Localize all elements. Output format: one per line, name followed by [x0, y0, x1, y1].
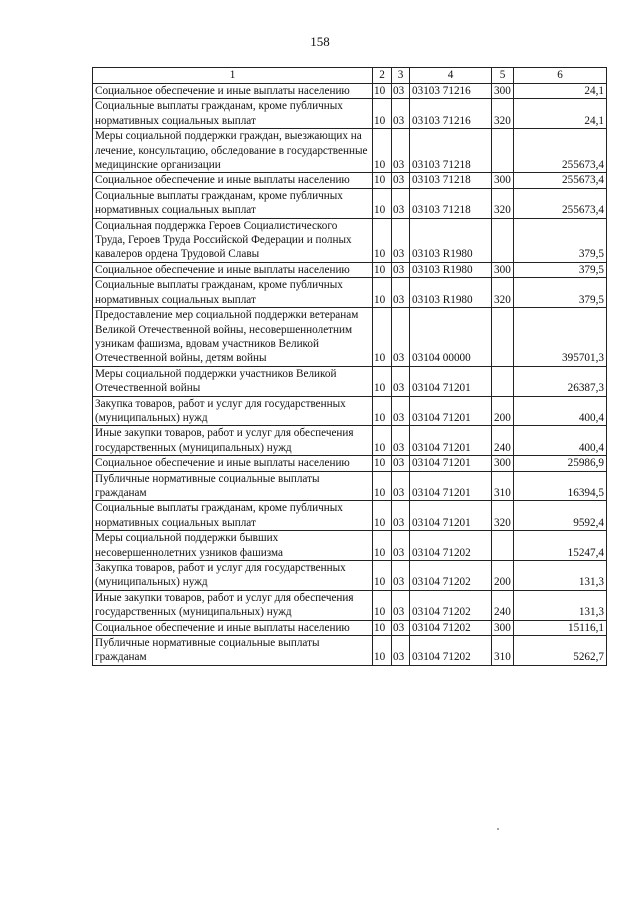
row-section-cell: 10 — [373, 308, 392, 367]
row-section-cell: 10 — [373, 99, 392, 129]
row-name-cell: Социальное обеспечение и иные выплаты населению — [93, 173, 373, 188]
row-amount-cell: 24,1 — [514, 99, 607, 129]
row-expense-type-cell: 240 — [492, 590, 514, 620]
row-section-cell: 10 — [373, 620, 392, 635]
row-section-cell: 10 — [373, 396, 392, 426]
row-amount-cell: 379,5 — [514, 262, 607, 277]
table-row — [93, 590, 607, 620]
row-subsection-cell: 03 — [392, 590, 410, 620]
table-row — [93, 636, 607, 666]
row-expense-type-cell — [492, 218, 514, 262]
header-cell-4: 4 — [410, 68, 492, 84]
row-section-cell: 10 — [373, 129, 392, 173]
row-target-article-cell: 03103 71216 — [410, 84, 492, 99]
row-name-cell: Закупка товаров, работ и услуг для государственных (муниципальных) нужд — [93, 396, 373, 426]
table-header-row — [93, 68, 607, 84]
row-subsection-cell: 03 — [392, 129, 410, 173]
row-expense-type-cell: 300 — [492, 84, 514, 99]
row-subsection-cell: 03 — [392, 218, 410, 262]
table-row — [93, 501, 607, 531]
row-amount-cell: 131,3 — [514, 561, 607, 591]
row-subsection-cell: 03 — [392, 471, 410, 501]
table-row — [93, 129, 607, 173]
row-section-cell: 10 — [373, 456, 392, 471]
table-row — [93, 471, 607, 501]
row-expense-type-cell: 310 — [492, 636, 514, 666]
row-expense-type-cell: 200 — [492, 561, 514, 591]
row-name-cell: Публичные нормативные социальные выплаты гражданам — [93, 636, 373, 666]
row-section-cell: 10 — [373, 84, 392, 99]
row-target-article-cell: 03103 R1980 — [410, 278, 492, 308]
row-target-article-cell: 03103 R1980 — [410, 218, 492, 262]
row-expense-type-cell: 310 — [492, 471, 514, 501]
table-row — [93, 308, 607, 367]
row-subsection-cell: 03 — [392, 173, 410, 188]
row-name-cell: Социальные выплаты гражданам, кроме публичных нормативных социальных выплат — [93, 278, 373, 308]
row-expense-type-cell — [492, 531, 514, 561]
row-section-cell: 10 — [373, 188, 392, 218]
table-row — [93, 561, 607, 591]
row-amount-cell: 379,5 — [514, 218, 607, 262]
row-name-cell: Иные закупки товаров, работ и услуг для обеспечения государственных (муниципальных) нужд — [93, 590, 373, 620]
row-target-article-cell: 03104 71201 — [410, 501, 492, 531]
row-expense-type-cell: 300 — [492, 456, 514, 471]
row-subsection-cell: 03 — [392, 561, 410, 591]
row-section-cell: 10 — [373, 590, 392, 620]
row-expense-type-cell: 300 — [492, 262, 514, 277]
page-number: 158 — [310, 34, 330, 49]
row-section-cell: 10 — [373, 471, 392, 501]
row-amount-cell: 131,3 — [514, 590, 607, 620]
row-section-cell: 10 — [373, 636, 392, 666]
row-expense-type-cell: 200 — [492, 396, 514, 426]
table-row — [93, 620, 607, 635]
row-subsection-cell: 03 — [392, 188, 410, 218]
row-target-article-cell: 03104 71202 — [410, 531, 492, 561]
table-row — [93, 396, 607, 426]
row-section-cell: 10 — [373, 262, 392, 277]
row-name-cell: Публичные нормативные социальные выплаты гражданам — [93, 471, 373, 501]
row-section-cell: 10 — [373, 173, 392, 188]
header-cell-6: 6 — [514, 68, 607, 84]
table-row — [93, 188, 607, 218]
row-amount-cell: 15247,4 — [514, 531, 607, 561]
budget-table — [92, 67, 607, 666]
row-section-cell: 10 — [373, 366, 392, 396]
row-subsection-cell: 03 — [392, 84, 410, 99]
row-amount-cell: 255673,4 — [514, 188, 607, 218]
table-row — [93, 262, 607, 277]
row-subsection-cell: 03 — [392, 426, 410, 456]
row-expense-type-cell: 300 — [492, 173, 514, 188]
row-expense-type-cell: 240 — [492, 426, 514, 456]
row-subsection-cell: 03 — [392, 396, 410, 426]
table-row — [93, 531, 607, 561]
table-row — [93, 84, 607, 99]
scan-dot — [497, 828, 499, 830]
row-section-cell: 10 — [373, 278, 392, 308]
row-amount-cell: 16394,5 — [514, 471, 607, 501]
row-name-cell: Социальная поддержка Героев Социалистического Труда, Героев Труда Российской Федерации и полных кавалеров ордена Трудовой Славы — [93, 218, 373, 262]
row-target-article-cell: 03104 71201 — [410, 456, 492, 471]
row-name-cell: Меры социальной поддержки участников Великой Отечественной войны — [93, 366, 373, 396]
row-target-article-cell: 03103 71218 — [410, 173, 492, 188]
row-target-article-cell: 03104 71202 — [410, 636, 492, 666]
row-target-article-cell: 03103 71218 — [410, 129, 492, 173]
row-subsection-cell: 03 — [392, 262, 410, 277]
table-row — [93, 426, 607, 456]
row-subsection-cell: 03 — [392, 456, 410, 471]
row-expense-type-cell: 320 — [492, 501, 514, 531]
row-expense-type-cell: 320 — [492, 188, 514, 218]
row-amount-cell: 395701,3 — [514, 308, 607, 367]
row-target-article-cell: 03104 71202 — [410, 620, 492, 635]
row-expense-type-cell: 300 — [492, 620, 514, 635]
header-cell-2: 2 — [373, 68, 392, 84]
row-subsection-cell: 03 — [392, 620, 410, 635]
row-name-cell: Социальное обеспечение и иные выплаты населению — [93, 262, 373, 277]
row-subsection-cell: 03 — [392, 531, 410, 561]
row-target-article-cell: 03103 71216 — [410, 99, 492, 129]
row-name-cell: Меры социальной поддержки бывших несовершеннолетних узников фашизма — [93, 531, 373, 561]
row-target-article-cell: 03104 71201 — [410, 426, 492, 456]
row-target-article-cell: 03104 71202 — [410, 590, 492, 620]
row-amount-cell: 15116,1 — [514, 620, 607, 635]
row-name-cell: Социальное обеспечение и иные выплаты населению — [93, 620, 373, 635]
row-name-cell: Социальные выплаты гражданам, кроме публичных нормативных социальных выплат — [93, 188, 373, 218]
row-target-article-cell: 03103 71218 — [410, 188, 492, 218]
row-section-cell: 10 — [373, 426, 392, 456]
row-amount-cell: 24,1 — [514, 84, 607, 99]
row-name-cell: Социальные выплаты гражданам, кроме публичных нормативных социальных выплат — [93, 99, 373, 129]
row-section-cell: 10 — [373, 561, 392, 591]
row-amount-cell: 26387,3 — [514, 366, 607, 396]
table-row — [93, 218, 607, 262]
row-name-cell: Социальные выплаты гражданам, кроме публичных нормативных социальных выплат — [93, 501, 373, 531]
row-target-article-cell: 03104 71201 — [410, 366, 492, 396]
row-amount-cell: 400,4 — [514, 396, 607, 426]
row-subsection-cell: 03 — [392, 278, 410, 308]
row-name-cell: Меры социальной поддержки граждан, выезжающих на лечение, консультацию, обследование в государственные медицинские организации — [93, 129, 373, 173]
table-row — [93, 99, 607, 129]
row-subsection-cell: 03 — [392, 636, 410, 666]
row-expense-type-cell — [492, 129, 514, 173]
header-cell-5: 5 — [492, 68, 514, 84]
row-name-cell: Социальное обеспечение и иные выплаты населению — [93, 456, 373, 471]
row-amount-cell: 5262,7 — [514, 636, 607, 666]
row-target-article-cell: 03104 71201 — [410, 471, 492, 501]
row-section-cell: 10 — [373, 501, 392, 531]
row-name-cell: Социальное обеспечение и иные выплаты населению — [93, 84, 373, 99]
row-expense-type-cell: 320 — [492, 99, 514, 129]
table-body — [93, 68, 607, 666]
row-amount-cell: 255673,4 — [514, 129, 607, 173]
row-section-cell: 10 — [373, 218, 392, 262]
row-amount-cell: 9592,4 — [514, 501, 607, 531]
row-name-cell: Предоставление мер социальной поддержки ветеранам Великой Отечественной войны, несовершеннолетним узникам фашизма, вдовам участников Великой Отечественной войны, детям войны — [93, 308, 373, 367]
row-expense-type-cell — [492, 366, 514, 396]
table-row — [93, 278, 607, 308]
row-amount-cell: 25986,9 — [514, 456, 607, 471]
row-target-article-cell: 03104 00000 — [410, 308, 492, 367]
row-expense-type-cell — [492, 308, 514, 367]
row-target-article-cell: 03104 71202 — [410, 561, 492, 591]
row-amount-cell: 400,4 — [514, 426, 607, 456]
header-cell-3: 3 — [392, 68, 410, 84]
table-row — [93, 456, 607, 471]
header-cell-1: 1 — [93, 68, 373, 84]
row-amount-cell: 379,5 — [514, 278, 607, 308]
row-section-cell: 10 — [373, 531, 392, 561]
row-subsection-cell: 03 — [392, 99, 410, 129]
table-row — [93, 366, 607, 396]
row-subsection-cell: 03 — [392, 366, 410, 396]
table-row — [93, 173, 607, 188]
row-expense-type-cell: 320 — [492, 278, 514, 308]
row-target-article-cell: 03103 R1980 — [410, 262, 492, 277]
row-name-cell: Иные закупки товаров, работ и услуг для обеспечения государственных (муниципальных) нужд — [93, 426, 373, 456]
row-subsection-cell: 03 — [392, 501, 410, 531]
row-subsection-cell: 03 — [392, 308, 410, 367]
row-name-cell: Закупка товаров, работ и услуг для государственных (муниципальных) нужд — [93, 561, 373, 591]
row-amount-cell: 255673,4 — [514, 173, 607, 188]
row-target-article-cell: 03104 71201 — [410, 396, 492, 426]
